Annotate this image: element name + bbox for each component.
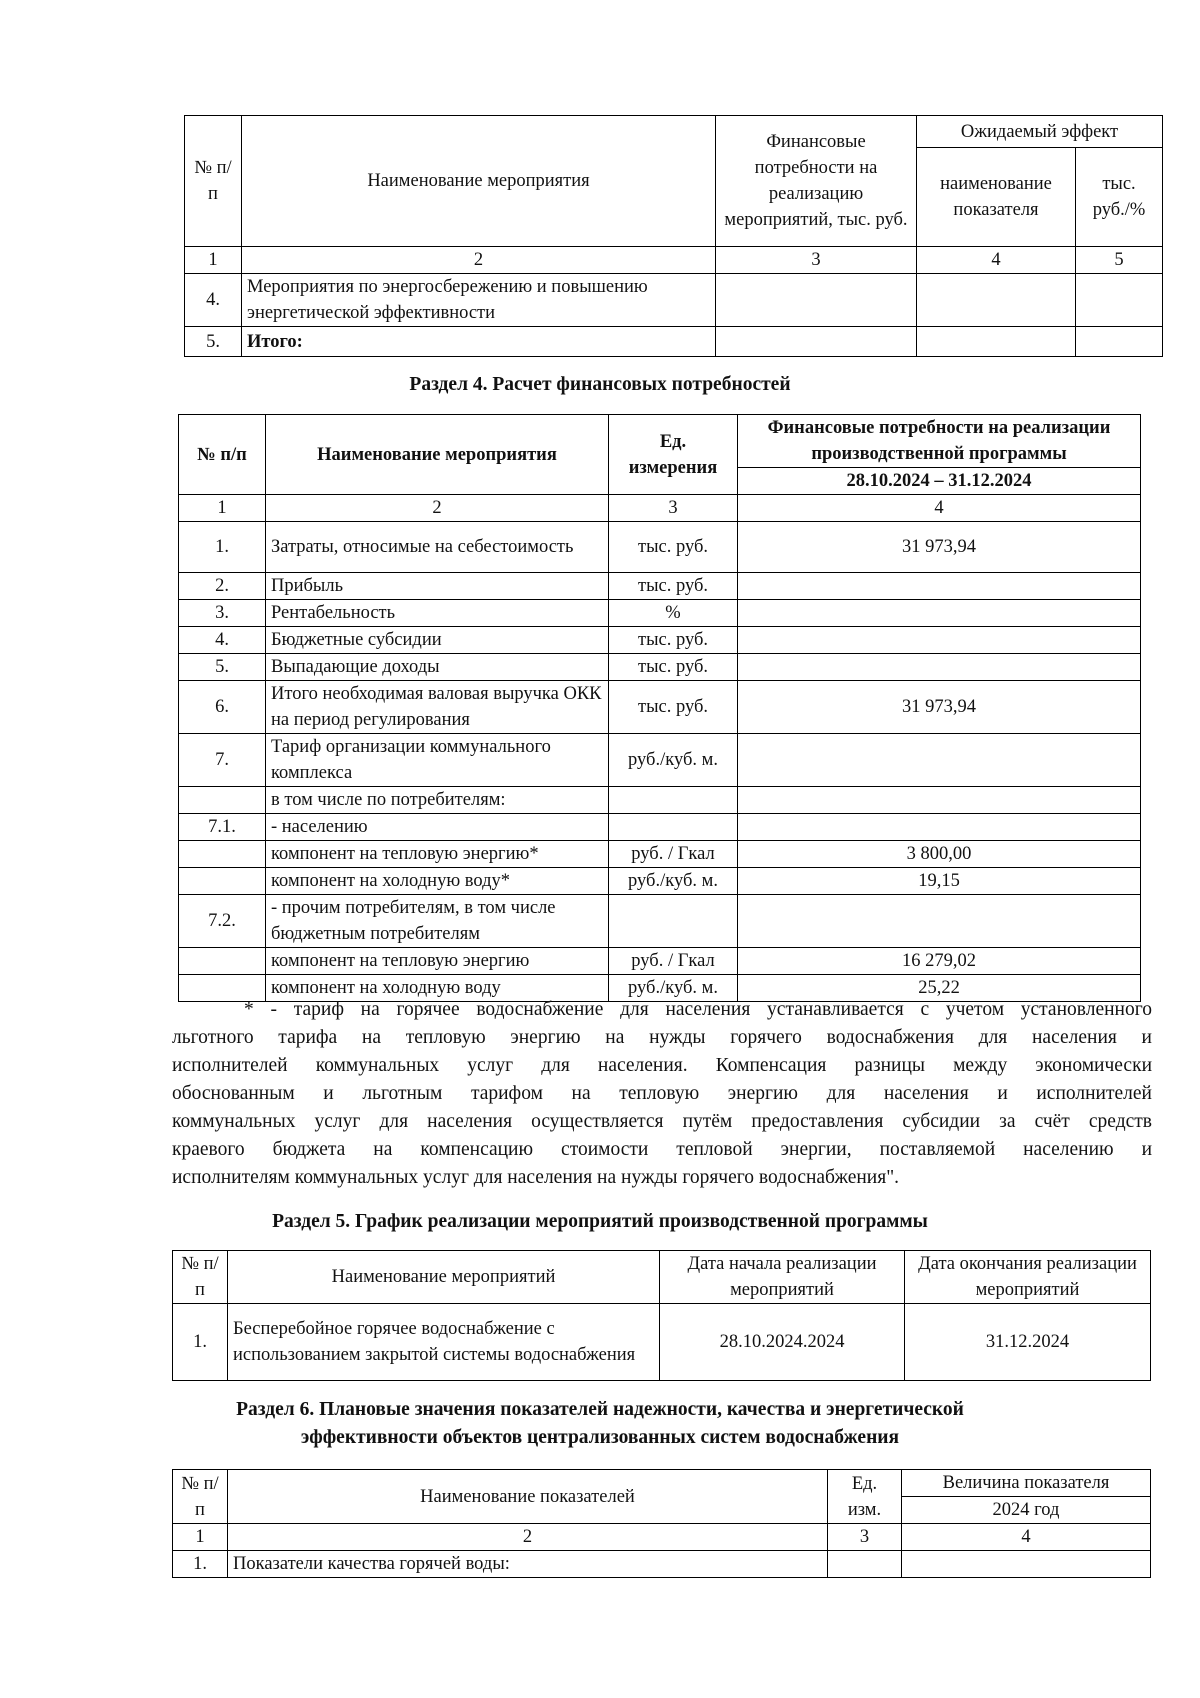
row-value [902, 1551, 1151, 1578]
row-end: 31.12.2024 [905, 1304, 1151, 1381]
row-value [738, 627, 1141, 654]
row-num: 7. [179, 734, 266, 787]
column-number: 4 [738, 495, 1141, 522]
row-name: - прочим потребителям, в том числе бюджетным потребителям [266, 895, 609, 948]
row-num: 3. [179, 600, 266, 627]
footnote-line: исполнителям коммунальных услуг для населения на нужды горячего водоснабжения". [172, 1167, 900, 1188]
table-row [179, 948, 1141, 975]
row-unit: тыс. руб. [609, 681, 738, 734]
col-num-header: № п/п [185, 116, 242, 247]
row-num: 1. [173, 1551, 228, 1578]
row-unit [609, 814, 738, 841]
row-name: Бюджетные субсидии [266, 627, 609, 654]
row-name: Прибыль [266, 573, 609, 600]
row-value [738, 573, 1141, 600]
col-fin-header: Финансовые потребности на реализацию мероприятий, тыс. руб. [716, 116, 917, 247]
col-unit-header: тыс. руб./% [1076, 148, 1163, 247]
row-name: компонент на холодную воду* [266, 868, 609, 895]
row-num: 2. [179, 573, 266, 600]
row-unit: руб. / Гкал [609, 841, 738, 868]
col-num-header: № п/п [173, 1251, 228, 1304]
row-num [179, 841, 266, 868]
row-name: Мероприятия по энергосбережению и повышению энергетической эффективности [242, 274, 716, 327]
row-start: 28.10.2024.2024 [660, 1304, 905, 1381]
column-number: 2 [266, 495, 609, 522]
row-num: 5. [185, 327, 242, 357]
col-effect-header: Ожидаемый эффект [917, 116, 1163, 148]
table-row [179, 787, 1141, 814]
column-number: 3 [716, 247, 917, 274]
schedule-table [172, 1250, 1151, 1381]
row-unit [609, 787, 738, 814]
row-unit: руб./куб. м. [609, 975, 738, 1002]
column-number: 1 [179, 495, 266, 522]
table-row [185, 274, 1163, 327]
row-value [738, 895, 1141, 948]
table-row [173, 1304, 1151, 1381]
col-indicator-header: наименование показателя [917, 148, 1076, 247]
row-name: - населению [266, 814, 609, 841]
row-num: 7.1. [179, 814, 266, 841]
table-row [179, 573, 1141, 600]
row-value [738, 787, 1141, 814]
row-num: 4. [179, 627, 266, 654]
row-name: Показатели качества горячей воды: [228, 1551, 828, 1578]
row-name: компонент на холодную воду [266, 975, 609, 1002]
column-numbers-row [179, 495, 1141, 522]
row-name: Итого: [242, 327, 716, 357]
row-num [179, 868, 266, 895]
measures-table [184, 115, 1163, 357]
row-name: Рентабельность [266, 600, 609, 627]
section4-title: Раздел 4. Расчет финансовых потребностей [409, 374, 791, 395]
section6-title-line2: эффективности объектов централизованных систем водоснабжения [300, 1427, 900, 1448]
col-name-header: Наименование показателей [228, 1470, 828, 1524]
row-name: компонент на тепловую энергию [266, 948, 609, 975]
footnote-line: исполнителей коммунальных услуг для населения. Компенсация разницы между экономически [172, 1055, 1152, 1076]
year-header: 2024 год [902, 1497, 1151, 1524]
table-row [179, 681, 1141, 734]
row-value [738, 734, 1141, 787]
col-end-header: Дата окончания реализации мероприятий [905, 1251, 1151, 1304]
row-unit: % [609, 600, 738, 627]
col-name-header: Наименование мероприятия [242, 116, 716, 247]
row-unit: тыс. руб. [609, 627, 738, 654]
col-name-header: Наименование мероприятий [228, 1251, 660, 1304]
row-name: Бесперебойное горячее водоснабжение с использованием закрытой системы водоснабжения [228, 1304, 660, 1381]
table-row [179, 895, 1141, 948]
col-num-header: № п/п [173, 1470, 228, 1524]
table-row [179, 627, 1141, 654]
financial-needs-table [178, 414, 1141, 1002]
row-value: 16 279,02 [738, 948, 1141, 975]
column-number: 2 [242, 247, 716, 274]
row-num: 4. [185, 274, 242, 327]
row-name: Итого необходимая валовая выручка ОКК на период регулирования [266, 681, 609, 734]
col-name-header: Наименование мероприятия [266, 415, 609, 495]
section5-title: Раздел 5. График реализации мероприятий производственной программы [272, 1211, 928, 1232]
column-number: 3 [609, 495, 738, 522]
row-value [738, 600, 1141, 627]
row-num [179, 948, 266, 975]
row-unit: руб./куб. м. [609, 734, 738, 787]
period-header: 28.10.2024 – 31.12.2024 [738, 468, 1141, 495]
col-unit-header: Ед. изм. [828, 1470, 902, 1524]
row-unit: руб. / Гкал [609, 948, 738, 975]
table-row [179, 868, 1141, 895]
row-unit: руб./куб. м. [609, 868, 738, 895]
footnote-line: * - тариф на горячее водоснабжение для населения устанавливается с учетом установленного [244, 999, 1152, 1020]
row-unit: тыс. руб. [609, 522, 738, 573]
indicators-table [172, 1469, 1151, 1578]
row-name: Выпадающие доходы [266, 654, 609, 681]
row-num: 6. [179, 681, 266, 734]
column-numbers-row [173, 1524, 1151, 1551]
footnote-line: коммунальных услуг для населения осуществляется путём предоставления субсидии за счёт средств [172, 1111, 1152, 1132]
table-row [179, 600, 1141, 627]
column-number: 2 [228, 1524, 828, 1551]
row-value: 3 800,00 [738, 841, 1141, 868]
table-row [185, 327, 1163, 357]
row-name: Тариф организации коммунального комплекса [266, 734, 609, 787]
column-number: 3 [828, 1524, 902, 1551]
col-value-header: Величина показателя [902, 1470, 1151, 1497]
col-start-header: Дата начала реализации мероприятий [660, 1251, 905, 1304]
column-number: 1 [173, 1524, 228, 1551]
row-value [738, 654, 1141, 681]
column-numbers-row [185, 247, 1163, 274]
row-unit: тыс. руб. [609, 654, 738, 681]
column-number: 4 [902, 1524, 1151, 1551]
column-number: 1 [185, 247, 242, 274]
row-unit [609, 895, 738, 948]
row-name: в том числе по потребителям: [266, 787, 609, 814]
row-num: 1. [173, 1304, 228, 1381]
tariff-footnote [172, 996, 1152, 1192]
row-num: 1. [179, 522, 266, 573]
row-num: 7.2. [179, 895, 266, 948]
column-number: 5 [1076, 247, 1163, 274]
col-unit-header: Ед. измерения [609, 415, 738, 495]
row-unit: тыс. руб. [609, 573, 738, 600]
row-name: Затраты, относимые на себестоимость [266, 522, 609, 573]
column-number: 4 [917, 247, 1076, 274]
footnote-line: льготного тарифа на тепловую энергию на нужды горячего водоснабжения для населения и [172, 1027, 1152, 1048]
table-row [179, 841, 1141, 868]
row-value: 19,15 [738, 868, 1141, 895]
table-row [179, 522, 1141, 573]
table-row [173, 1551, 1151, 1578]
col-fin-header: Финансовые потребности на реализации производственной программы [738, 415, 1141, 468]
row-value [738, 814, 1141, 841]
row-value: 31 973,94 [738, 522, 1141, 573]
section6-title-line1: Раздел 6. Плановые значения показателей надежности, качества и энергетической [236, 1399, 964, 1420]
footnote-line: обоснованным и льготным тарифом на тепловую энергию для населения и исполнителей [172, 1083, 1152, 1104]
table-row [179, 814, 1141, 841]
table-row [179, 654, 1141, 681]
row-value: 25,22 [738, 975, 1141, 1002]
col-num-header: № п/п [179, 415, 266, 495]
row-num [179, 787, 266, 814]
row-unit [828, 1551, 902, 1578]
footnote-line: краевого бюджета на компенсацию стоимости тепловой энергии, поставляемой населению и [172, 1139, 1152, 1160]
table-row [179, 734, 1141, 787]
row-value: 31 973,94 [738, 681, 1141, 734]
row-name: компонент на тепловую энергию* [266, 841, 609, 868]
row-num: 5. [179, 654, 266, 681]
